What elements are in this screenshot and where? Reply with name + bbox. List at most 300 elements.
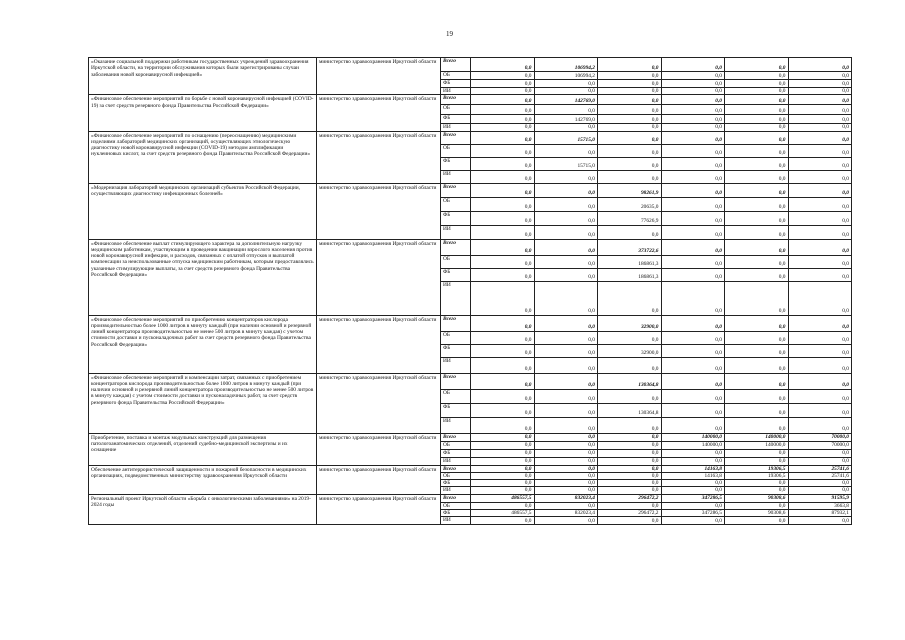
amount-cell: 0,0 (598, 389, 662, 403)
funding-source: ОБ (441, 255, 471, 268)
amount-cell: 0,0 (598, 417, 662, 433)
amount-cell: 0,0 (598, 480, 662, 487)
amount-cell: 0,0 (598, 131, 662, 144)
funding-source: Всего (441, 131, 471, 144)
amount-cell: 0,0 (788, 255, 852, 268)
amount-cell: 0,0 (471, 331, 535, 344)
funding-source: Всего (441, 494, 471, 502)
amount-cell: 90308,6 (725, 510, 789, 517)
amount-cell: 0,0 (471, 417, 535, 433)
amount-cell: 0,0 (661, 80, 725, 88)
amount-cell: 0,0 (471, 157, 535, 170)
funding-source: ФБ (441, 211, 471, 225)
amount-cell: 0,0 (471, 131, 535, 144)
amount-cell: 0,0 (471, 72, 535, 80)
funding-source: ИИ (441, 487, 471, 494)
table-row (89, 315, 852, 331)
amount-cell: 0,0 (471, 80, 535, 88)
amount-cell: 0,0 (661, 157, 725, 170)
amount-cell: 0,0 (598, 105, 662, 115)
program-executor: министерство здравоохранения Иркутской области (317, 239, 441, 315)
funding-source: ИИ (441, 225, 471, 239)
amount-cell: 0,0 (661, 170, 725, 183)
amount-cell: 0,0 (661, 281, 725, 315)
amount-cell: 0,0 (788, 144, 852, 157)
funding-source: ФБ (441, 268, 471, 281)
program-description: «Финансовое обеспечение мероприятий по оснащению (переоснащению) медицинскими изделиями лабораторий медицинских организаций, осуществляющих этиологическую диагностику новой коронавирусной инфекции (COVID-19) методом амплификации нуклеиновых кислот, за счет средств резервного фонда Правительства Российской Федерации» (89, 131, 317, 183)
amount-cell: 0,0 (661, 239, 725, 255)
funding-source: ФБ (441, 449, 471, 457)
amount-cell: 0,0 (598, 357, 662, 373)
amount-cell: 0,0 (534, 239, 598, 255)
amount-cell: 0,0 (534, 487, 598, 494)
funding-source: ИИ (441, 457, 471, 465)
amount-cell: 0,0 (598, 80, 662, 88)
amount-cell: 25741,6 (788, 465, 852, 472)
table-row (89, 465, 852, 472)
amount-cell: 106994,2 (534, 72, 598, 80)
amount-cell: 0,0 (598, 58, 662, 72)
amount-cell: 0,0 (598, 331, 662, 344)
amount-cell: 0,0 (534, 183, 598, 197)
amount-cell: 0,0 (471, 487, 535, 494)
amount-cell: 25741,6 (788, 472, 852, 479)
program-executor: министерство здравоохранения Иркутской области (317, 58, 441, 95)
amount-cell: 0,0 (598, 157, 662, 170)
funding-source: Всего (441, 373, 471, 389)
amount-cell: 15715,0 (534, 157, 598, 170)
amount-cell: 0,0 (471, 315, 535, 331)
funding-source: ИИ (441, 170, 471, 183)
amount-cell: 130364,8 (598, 403, 662, 417)
amount-cell: 0,0 (471, 433, 535, 441)
amount-cell: 0,0 (598, 449, 662, 457)
amount-cell: 140000,0 (661, 433, 725, 441)
amount-cell: 0,0 (725, 517, 789, 525)
amount-cell: 0,0 (725, 58, 789, 72)
amount-cell: 0,0 (598, 433, 662, 441)
amount-cell: 296472,2 (598, 510, 662, 517)
amount-cell: 0,0 (725, 225, 789, 239)
amount-cell: 0,0 (661, 373, 725, 389)
amount-cell: 0,0 (788, 403, 852, 417)
amount-cell: 32900,0 (598, 344, 662, 357)
amount-cell: 0,0 (725, 88, 789, 95)
amount-cell: 0,0 (598, 517, 662, 525)
program-description: Обеспечение антитеррористической защищенности и пожарной безопасности в медицинских организациях, подведомственных министерству здравоохранения Иркутской области (89, 465, 317, 494)
amount-cell: 0,0 (471, 403, 535, 417)
amount-cell: 0,0 (788, 105, 852, 115)
amount-cell: 0,0 (725, 480, 789, 487)
amount-cell: 0,0 (725, 255, 789, 268)
program-description: «Оказание социальной поддержки работникам государственных учреждений здравоохранения Иркутской области, на территории обслуживания которых были зарегистрированы случаи заболевания новой коронавирусной инфекцией» (89, 58, 317, 95)
program-description: «Финансовое обеспечение выплат стимулирующего характера за дополнительную нагрузку медицинским работникам, участвующим в проведении вакцинации взрослого населения против новой коронавирусной инфекции, и расходов, связанных с оплатой отпусков и выплатой компенсации за неиспользованные отпуска медицинским работникам, которым предоставлялись указанные стимулирующие выплаты, за счет средств резервного фонда Правительства Российской Федерации» (89, 239, 317, 315)
amount-cell: 0,0 (471, 95, 535, 105)
amount-cell: 0,0 (534, 268, 598, 281)
amount-cell: 0,0 (661, 417, 725, 433)
amount-cell: 0,0 (725, 197, 789, 211)
amount-cell: 0,0 (534, 357, 598, 373)
amount-cell: 0,0 (471, 502, 535, 509)
funding-source: ОБ (441, 331, 471, 344)
amount-cell: 0,0 (788, 183, 852, 197)
amount-cell: 0,0 (725, 131, 789, 144)
amount-cell: 0,0 (534, 80, 598, 88)
funding-source: ОБ (441, 105, 471, 115)
amount-cell: 0,0 (534, 124, 598, 131)
amount-cell: 0,0 (788, 357, 852, 373)
amount-cell: 0,0 (471, 389, 535, 403)
amount-cell: 0,0 (661, 197, 725, 211)
program-description: «Финансовое обеспечение мероприятий по борьбе с новой коронавирусной инфекцией (COVID-19) за счет средств резервного фонда Правительства Российской Федерации» (89, 95, 317, 131)
amount-cell: 0,0 (534, 88, 598, 95)
amount-cell: 0,0 (788, 517, 852, 525)
amount-cell: 14163,8 (661, 472, 725, 479)
amount-cell: 0,0 (788, 373, 852, 389)
amount-cell: 0,0 (788, 157, 852, 170)
amount-cell: 0,0 (661, 144, 725, 157)
page-number: 19 (446, 30, 453, 38)
amount-cell: 0,0 (471, 225, 535, 239)
amount-cell: 0,0 (471, 105, 535, 115)
amount-cell: 0,0 (598, 472, 662, 479)
funding-source: ФБ (441, 157, 471, 170)
amount-cell: 0,0 (661, 487, 725, 494)
amount-cell: 0,0 (471, 344, 535, 357)
program-executor: министерство здравоохранения Иркутской области (317, 494, 441, 525)
amount-cell: 832023,4 (534, 494, 598, 502)
amount-cell: 0,0 (661, 517, 725, 525)
amount-cell: 20635,0 (598, 197, 662, 211)
amount-cell: 0,0 (471, 457, 535, 465)
amount-cell: 0,0 (534, 331, 598, 344)
amount-cell: 0,0 (788, 115, 852, 124)
amount-cell: 0,0 (471, 268, 535, 281)
table-row (89, 183, 852, 197)
amount-cell: 0,0 (534, 105, 598, 115)
amount-cell: 0,0 (534, 225, 598, 239)
funding-source: ИИ (441, 124, 471, 131)
amount-cell: 0,0 (661, 115, 725, 124)
amount-cell: 0,0 (471, 211, 535, 225)
amount-cell: 0,0 (661, 315, 725, 331)
amount-cell: 140000,0 (725, 433, 789, 441)
amount-cell: 0,0 (661, 480, 725, 487)
amount-cell: 0,0 (598, 170, 662, 183)
funding-source: ОБ (441, 197, 471, 211)
amount-cell: 0,0 (471, 183, 535, 197)
amount-cell: 77626,9 (598, 211, 662, 225)
amount-cell: 70000,0 (788, 441, 852, 449)
amount-cell: 106994,2 (534, 58, 598, 72)
amount-cell: 0,0 (598, 144, 662, 157)
amount-cell: 0,0 (788, 225, 852, 239)
amount-cell: 3663,8 (788, 502, 852, 509)
funding-source: Всего (441, 95, 471, 105)
funding-source: ОБ (441, 389, 471, 403)
amount-cell: 0,0 (788, 480, 852, 487)
amount-cell: 0,0 (598, 115, 662, 124)
amount-cell: 0,0 (534, 403, 598, 417)
funding-source: ИИ (441, 357, 471, 373)
amount-cell: 0,0 (471, 170, 535, 183)
amount-cell: 0,0 (788, 344, 852, 357)
funding-source: ФБ (441, 344, 471, 357)
amount-cell: 0,0 (598, 487, 662, 494)
amount-cell: 0,0 (534, 315, 598, 331)
amount-cell: 0,0 (471, 465, 535, 472)
program-description: «Финансовое обеспечение мероприятий и компенсации затрат, связанных с приобретением концентраторов кислорода производительностью более 1000 литров в минуту каждый (при наличии основной и резервной линий концентратора производительностью не менее 500 литров в минуту каждая) с учетом стоимости доставки и пусконаладочных работ, за счет средств резервного фонда Правительства Российской Федерации» (89, 373, 317, 433)
funding-source: ОБ (441, 441, 471, 449)
amount-cell: 0,0 (471, 472, 535, 479)
amount-cell: 0,0 (598, 88, 662, 95)
amount-cell: 0,0 (534, 502, 598, 509)
amount-cell: 0,0 (534, 433, 598, 441)
amount-cell: 0,0 (661, 344, 725, 357)
program-description: Региональный проект Иркутской области «Борьба с онкологическими заболеваниями» на 2019-2024 годы (89, 494, 317, 525)
amount-cell: 0,0 (534, 457, 598, 465)
amount-cell: 0,0 (534, 441, 598, 449)
amount-cell: 0,0 (725, 183, 789, 197)
amount-cell: 0,0 (534, 472, 598, 479)
program-executor: министерство здравоохранения Иркутской области (317, 131, 441, 183)
amount-cell: 0,0 (725, 268, 789, 281)
amount-cell: 0,0 (725, 403, 789, 417)
amount-cell: 0,0 (471, 255, 535, 268)
amount-cell: 0,0 (471, 124, 535, 131)
amount-cell: 0,0 (725, 457, 789, 465)
funding-source: Всего (441, 58, 471, 72)
amount-cell: 0,0 (725, 315, 789, 331)
amount-cell: 0,0 (598, 441, 662, 449)
amount-cell: 0,0 (661, 95, 725, 105)
amount-cell: 0,0 (471, 144, 535, 157)
amount-cell: 0,0 (661, 211, 725, 225)
amount-cell: 0,0 (788, 95, 852, 105)
program-executor: министерство здравоохранения Иркутской области (317, 183, 441, 239)
amount-cell: 0,0 (598, 95, 662, 105)
amount-cell: 0,0 (471, 480, 535, 487)
amount-cell: 15715,0 (534, 131, 598, 144)
amount-cell: 0,0 (725, 389, 789, 403)
table-row (89, 373, 852, 389)
amount-cell: 0,0 (534, 465, 598, 472)
amount-cell: 0,0 (725, 344, 789, 357)
amount-cell: 0,0 (661, 88, 725, 95)
amount-cell: 0,0 (534, 517, 598, 525)
amount-cell: 486557,5 (471, 494, 535, 502)
amount-cell: 0,0 (725, 281, 789, 315)
amount-cell: 0,0 (598, 72, 662, 80)
amount-cell: 0,0 (471, 517, 535, 525)
amount-cell: 0,0 (534, 170, 598, 183)
amount-cell: 0,0 (661, 268, 725, 281)
funding-source: ФБ (441, 80, 471, 88)
amount-cell: 0,0 (534, 344, 598, 357)
amount-cell: 0,0 (661, 183, 725, 197)
amount-cell: 0,0 (471, 88, 535, 95)
amount-cell: 142769,0 (534, 115, 598, 124)
program-executor: министерство здравоохранения Иркутской области (317, 465, 441, 494)
program-description: «Финансовое обеспечение мероприятий по приобретению концентраторов кислорода производительностью более 1000 литров в минуту каждый (при наличии основной и резервной линий концентратора производительностью не менее 500 литров в минуту каждая) с учетом стоимости доставки и пусконаладочных работ за счет средств резервного фонда Правительства Российской Федерации» (89, 315, 317, 373)
funding-source: Всего (441, 315, 471, 331)
amount-cell: 0,0 (725, 239, 789, 255)
amount-cell: 0,0 (661, 389, 725, 403)
funding-source: ФБ (441, 510, 471, 517)
amount-cell: 0,0 (534, 255, 598, 268)
amount-cell: 296472,2 (598, 494, 662, 502)
amount-cell: 0,0 (725, 331, 789, 344)
amount-cell: 130364,8 (598, 373, 662, 389)
amount-cell: 0,0 (788, 124, 852, 131)
amount-cell: 140000,0 (725, 441, 789, 449)
amount-cell: 0,0 (661, 58, 725, 72)
amount-cell: 0,0 (661, 72, 725, 80)
amount-cell: 0,0 (788, 239, 852, 255)
table-row (89, 131, 852, 144)
amount-cell: 0,0 (471, 357, 535, 373)
amount-cell: 91595,9 (788, 494, 852, 502)
amount-cell: 0,0 (661, 255, 725, 268)
amount-cell: 0,0 (725, 95, 789, 105)
funding-source: ИИ (441, 88, 471, 95)
amount-cell: 0,0 (725, 487, 789, 494)
amount-cell: 832023,4 (534, 510, 598, 517)
amount-cell: 90308,6 (725, 494, 789, 502)
amount-cell: 0,0 (661, 105, 725, 115)
program-executor: министерство здравоохранения Иркутской области (317, 95, 441, 131)
funding-source: Всего (441, 465, 471, 472)
budget-table (88, 57, 852, 525)
amount-cell: 32900,0 (598, 315, 662, 331)
amount-cell: 0,0 (788, 417, 852, 433)
program-description: Приобретение, поставка и монтаж модульных конструкций для размещения патологоанатомических отделений, отделений судебно-медицинской экспертизы и их оснащение (89, 433, 317, 465)
amount-cell: 0,0 (788, 268, 852, 281)
amount-cell: 0,0 (725, 144, 789, 157)
amount-cell: 0,0 (661, 449, 725, 457)
amount-cell: 0,0 (725, 124, 789, 131)
amount-cell: 0,0 (471, 115, 535, 124)
amount-cell: 0,0 (788, 197, 852, 211)
amount-cell: 0,0 (788, 487, 852, 494)
amount-cell: 0,0 (534, 373, 598, 389)
amount-cell: 0,0 (725, 357, 789, 373)
table-row (89, 58, 852, 72)
amount-cell: 0,0 (788, 315, 852, 331)
amount-cell: 0,0 (788, 58, 852, 72)
funding-source: ФБ (441, 403, 471, 417)
amount-cell: 0,0 (598, 502, 662, 509)
amount-cell: 0,0 (534, 449, 598, 457)
amount-cell: 0,0 (471, 58, 535, 72)
amount-cell: 0,0 (788, 80, 852, 88)
amount-cell: 186861,3 (598, 268, 662, 281)
amount-cell: 0,0 (661, 124, 725, 131)
funding-source: Всего (441, 239, 471, 255)
amount-cell: 142769,0 (534, 95, 598, 105)
funding-source: Всего (441, 433, 471, 441)
amount-cell: 0,0 (788, 211, 852, 225)
amount-cell: 0,0 (471, 373, 535, 389)
amount-cell: 0,0 (598, 124, 662, 131)
amount-cell: 0,0 (661, 502, 725, 509)
amount-cell: 0,0 (725, 449, 789, 457)
amount-cell: 0,0 (598, 225, 662, 239)
amount-cell: 0,0 (788, 131, 852, 144)
amount-cell: 0,0 (661, 457, 725, 465)
amount-cell: 0,0 (725, 417, 789, 433)
amount-cell: 0,0 (661, 403, 725, 417)
program-executor: министерство здравоохранения Иркутской области (317, 433, 441, 465)
funding-source: ОБ (441, 144, 471, 157)
funding-source: ИИ (441, 281, 471, 315)
amount-cell: 0,0 (725, 502, 789, 509)
amount-cell: 0,0 (471, 197, 535, 211)
amount-cell: 0,0 (471, 281, 535, 315)
funding-source: ОБ (441, 72, 471, 80)
funding-source: ФБ (441, 480, 471, 487)
amount-cell: 0,0 (788, 170, 852, 183)
amount-cell: 0,0 (725, 105, 789, 115)
amount-cell: 347286,5 (661, 510, 725, 517)
funding-source: ОБ (441, 472, 471, 479)
table-row (89, 95, 852, 105)
amount-cell: 0,0 (534, 144, 598, 157)
table-row (89, 239, 852, 255)
amount-cell: 0,0 (598, 465, 662, 472)
table-row (89, 433, 852, 441)
amount-cell: 486557,5 (471, 510, 535, 517)
funding-source: ОБ (441, 502, 471, 509)
amount-cell: 14163,8 (661, 465, 725, 472)
amount-cell: 0,0 (534, 389, 598, 403)
amount-cell: 186861,3 (598, 255, 662, 268)
amount-cell: 0,0 (661, 225, 725, 239)
amount-cell: 0,0 (534, 417, 598, 433)
program-executor: министерство здравоохранения Иркутской области (317, 373, 441, 433)
funding-source: ИИ (441, 517, 471, 525)
amount-cell: 19306,5 (725, 472, 789, 479)
amount-cell: 0,0 (471, 441, 535, 449)
program-executor: министерство здравоохранения Иркутской области (317, 315, 441, 373)
funding-source: ФБ (441, 115, 471, 124)
amount-cell: 19306,5 (725, 465, 789, 472)
amount-cell: 0,0 (471, 239, 535, 255)
amount-cell: 0,0 (788, 449, 852, 457)
amount-cell: 0,0 (471, 449, 535, 457)
amount-cell: 98261,9 (598, 183, 662, 197)
amount-cell: 70000,0 (788, 433, 852, 441)
amount-cell: 373722,6 (598, 239, 662, 255)
amount-cell: 0,0 (725, 157, 789, 170)
amount-cell: 0,0 (661, 357, 725, 373)
amount-cell: 0,0 (661, 331, 725, 344)
amount-cell: 0,0 (788, 331, 852, 344)
amount-cell: 0,0 (598, 457, 662, 465)
amount-cell: 140000,0 (661, 441, 725, 449)
amount-cell: 0,0 (598, 281, 662, 315)
amount-cell: 0,0 (788, 457, 852, 465)
amount-cell: 0,0 (534, 480, 598, 487)
amount-cell: 0,0 (788, 88, 852, 95)
amount-cell: 0,0 (661, 131, 725, 144)
table-row (89, 494, 852, 502)
amount-cell: 347286,5 (661, 494, 725, 502)
amount-cell: 0,0 (788, 389, 852, 403)
amount-cell: 87932,1 (788, 510, 852, 517)
program-description: «Модернизация лабораторий медицинских организаций субъектов Российской Федерации, осуществляющих диагностику инфекционных болезней» (89, 183, 317, 239)
amount-cell: 0,0 (725, 80, 789, 88)
